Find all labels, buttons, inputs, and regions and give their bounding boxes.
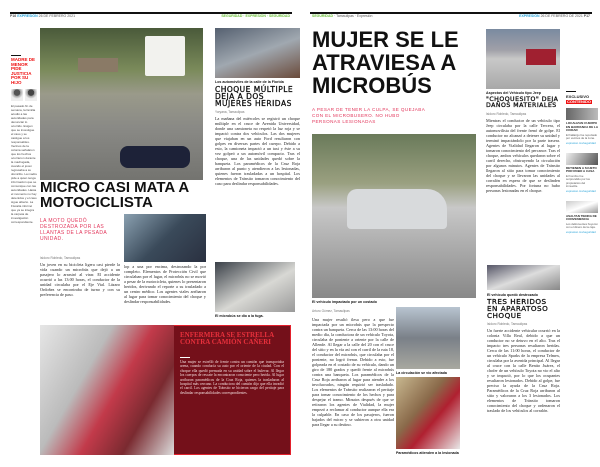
thumbnail-image xyxy=(566,201,598,213)
thumbnail-image xyxy=(566,153,598,165)
side-body: La mañana del miércoles se registró un choque múltiple en el cruce de Avenida Universidad, donde una camioneta no respetó la luz roja y se impactó contra dos vehículos. Las dos mujeres que viajaban en un auto Ford resultaron con golpes en diversas partes del cuerpo. Debido a esto, la camioneta impactó a un taxi y éste a su vez golpeó a un automóvil compacto. Tras el choque, una de las unidades quedó sobre la banqueta. Los paramédicos de la Cruz Roja arribaron al punto y atendieron a las lesionadas, quienes fueron trasladadas a un hospital. Los elementos de Tránsito tomaron conocimiento del caso para deslindar responsabilidades. xyxy=(215,116,300,187)
red-car-image xyxy=(526,49,556,65)
street-photo xyxy=(396,307,460,369)
side-story xyxy=(215,28,300,260)
jeep-photo xyxy=(486,29,560,89)
photo-caption: El vehículo impactado por un costado xyxy=(312,300,377,304)
left-page-header-right: SEGURIDAD · EXPRESIÓN · SEGURIDAD xyxy=(221,14,290,18)
crash-photo xyxy=(487,265,560,290)
section-label: EXPRESIÓN xyxy=(17,14,38,18)
sidebar-list xyxy=(566,108,598,234)
feature-box xyxy=(174,325,291,455)
sidebar-label: EXCLUSIVO CONTENIDO xyxy=(566,94,591,104)
pickup-image xyxy=(78,58,118,72)
side-headline: "CHOQUESITO" DEJA DAÑOS MATERIALES xyxy=(486,96,559,109)
sidebar-portraits xyxy=(11,89,37,101)
page-number: P17 xyxy=(583,14,590,18)
portrait-image xyxy=(11,89,23,101)
photo-caption: El microbús se dio a la fuga. xyxy=(215,314,264,318)
page-number: P16 xyxy=(10,14,17,18)
main-body: Una mujer resultó ilesa pero a que fue impactada por un microbús que la prespecto contra un banqueta. Cerca de las 13:00 horas del medio día, la conductora de un vehículo Toyota, circulaba de poniente a oriente por la calle de Allende. Al llegar a la calle del 20 con el cruce del sitio y en la vía así con el carril de la ruta 18, el conductor del microbús, que circulaba por el poniente, no logró frenar. Debido a esto, fue golpeada en el costado de su vehículo, dando un giro de 180 grados y quedó frente al microbús contra una banqueta. Los paramédicos de la Cruz Roja arribaron al lugar para atender a los involucrados, ningún requirió ser trasladado. Los elementos de Tránsito realizaron el peritaje para tomar conocimiento de los hechos y para despejar el tramo. Minutos después de que se retiraron los agentes de Vialidad, la mujer empezó a reclamar al conductor aunque ella era la culpable. En caso de los pasajeros, fueron bajados del micro y se subieron a otra unidad para llegar a su destino. xyxy=(312,317,394,427)
feature-rule xyxy=(180,357,190,358)
main-headline: MICRO CASI MATA A MOTOCICLISTA xyxy=(40,180,208,210)
byline: Isidoro Robledo, Tamaulipas xyxy=(40,256,81,260)
sidebar-item[interactable]: LOCALIZAN CUERPO EN BARRANCA DE LA CIUDAD El hallazgo fue reportado por vecinos de la zona. expresion.mx/seguridad xyxy=(566,108,598,145)
microbus-photo xyxy=(215,262,295,312)
accident-photo xyxy=(40,28,203,193)
right-page-header-right: EXPRESIÓN 26 DE FEBRERO DE 2021 P17 xyxy=(519,14,590,18)
photo-caption: El vehículo quedó destrozado xyxy=(487,293,538,297)
photo-caption: Paramédicos atienden a la lesionada xyxy=(396,451,459,455)
byline: Yoryana, Tamaulipas xyxy=(215,110,245,115)
sidebar-item[interactable]: DETIENEN A SUJETO POR ROBO A CASA El hombre fue sorprendido por los propietarios del inmueble. expresion.mx/seguridad xyxy=(566,153,598,193)
side-body: Mientras el conductor de un vehículo tipo Jeep circulaba por la calle Tercera, el automovilista del frente frenó de golpe. El conductor no alcanzó a detener su unidad y terminó impactándolo por la parte trasera. Agentes de Vialidad llegaron al lugar y tomaron conocimiento del percance. Tras el choque, ambos vehículos quedaron sobre el carril derecho, obstruyendo la circulación por algunos minutos. Agentes de Tránsito llegaron al sitio para tomar conocimiento del choque y se llevaron las unidades al corralón en espera de que se deslinden responsabilidades. Por fortuna no hubo personas lesionadas en el choque. xyxy=(486,117,560,193)
photo-caption: Los automóviles de la calle de la Florida xyxy=(215,80,284,84)
sidebar-rule xyxy=(566,91,576,92)
left-page-header xyxy=(10,14,75,18)
portrait-image xyxy=(25,89,37,101)
paramedics-photo xyxy=(396,377,460,449)
byline: Isidoro Robledo, Tamaulipas xyxy=(487,322,528,327)
nurse-photo xyxy=(40,325,174,455)
byline: Arturo Gómez, Tamaulipas xyxy=(312,309,350,313)
byline: Isidoro Robledo, Tamaulipas xyxy=(486,111,527,116)
right-page-header: SEGURIDAD · Tamaulipas · Expresión xyxy=(312,14,373,18)
issue-date: 26 DE FEBRERO 2021 xyxy=(38,14,76,18)
crash-car-photo xyxy=(312,134,476,298)
sidebar-body: El pasado fin de semana, la familia acudió a las autoridades para denunciar lo ocurrido. Exigen que se investigue el caso y se castigue a los responsables. Vecinos de la colonia señalaron que los hechos ocurrieron durante la madrugada, cuando el joven regresaba a su domicilio. La madre pide a quien tenga información que se comunique con las autoridades. Hasta el momento no hay detenidos y el caso sigue abierto. La Fiscalía informó que ya se integra la carpeta de investigación correspondiente. xyxy=(11,103,37,224)
main-subhead: A PESAR DE TENER LA CULPA, SE QUEJABA CON EL MICROBUSERO. NO HUBO PERSONAS LESIONADAS xyxy=(312,107,425,124)
story-link[interactable]: expresion.mx/seguridad xyxy=(566,229,596,234)
story-link[interactable]: expresion.mx/seguridad xyxy=(566,188,596,193)
photo-caption: Aspectos del Vehículo tipo Jeep xyxy=(486,91,541,95)
photo-caption: La circulación se vio afectada xyxy=(396,371,447,375)
main-body-col2: lop a una por encima, destrozando la por completo. Elementos de Protección Civil que circulaban por el lugar, el microbús no se movió a pesar de la motocicleta, quienes lo presentaron heridos, derivando el reporte a su trasladado a un centro médico. Los agentes viales arribaron al lugar para tomar conocimiento del choque y deslindar responsabilidades. xyxy=(124,264,206,304)
main-body-col1: Un joven en su bicicleta ligera casi pierde la vida cuando un microbús que dejó a un pasajero lo arrastró al virar. El accidente ocurrió a las 13:00 horas, el conductor de la unidad circulaba por el Eje Vial. Lázaro Ordoñez se encontraba de turno y con su preferencia de paso. xyxy=(40,262,120,297)
sidebar-headline: MADRE DE MENOR PIDE JUSTICIA POR SU HIJO xyxy=(11,57,36,85)
rescue-photo xyxy=(124,214,206,262)
left-sidebar xyxy=(11,55,37,450)
feature-headline: ENFERMERA SE ESTRELLA CONTRA CAMIÓN CAÑERI xyxy=(180,331,274,346)
side-headline: TRES HERIDOS EN APARATOSO CHOQUE xyxy=(487,297,549,320)
side-story-2 xyxy=(487,265,560,458)
motorcycle-image xyxy=(120,146,190,168)
sidebar-rule xyxy=(11,55,21,56)
feature-body: Una mujer se estrelló de frente contra un camión que transportaba arena, cuando conducía su auto por el oriente de la ciudad. Con el choque ella quedó prensada en su unidad sobre el bulevar. Al llegar los cuerpos de rescate la encontraron consciente pero herida. Al lugar arribaron paramédicos de la Cruz Roja, quienes la trasladaron al hospital más cercano. La conductora del camión dijo que ella invadió el carril. Los agentes de Tránsito se hicieron cargo del peritaje para deslindar responsabilidades correspondientes. xyxy=(180,360,284,395)
crash-photo xyxy=(215,28,300,78)
sidebar-item[interactable]: ASALTAN TIENDA DE CONVENIENCIA Los delincuentes huyeron con el dinero de la caja. expresion.mx/seguridad xyxy=(566,201,598,234)
thumbnail-image xyxy=(566,108,598,120)
side-headline: CHOQUE MÚLTIPLE DEJA A DOS MUJERES HERIDAS xyxy=(215,85,294,109)
microbus-image xyxy=(145,36,185,76)
story-link[interactable]: expresion.mx/seguridad xyxy=(566,140,596,145)
main-subhead: LA MOTO QUEDÓ DESTROZADA POR LAS LLANTAS DE LA PESADA UNIDAD. xyxy=(40,218,107,242)
car-image xyxy=(347,189,447,229)
main-headline: MUJER SE LE ATRAVIESA A MICROBÚS xyxy=(312,27,459,98)
side-story-1 xyxy=(486,29,560,263)
side-body: Un fuerte accidente vehicular ocurrió en la colonia Villa Real, debido a que un conductor no se detuvo en el alto. Tras el impacto tres personas resultaron heridas. Cerca de las 11:00 horas, el conductor de un vehículo Sparks de la empresa Telmex, circulaba por la avenida principal. Al llegar al cruce con la calle Benito Juárez, el chofer de un vehículo Toyota no vio el alto y se impactó, por lo que los ocupantes resultaron lesionados. Debido al golpe, fue preciso la ayuda de la Cruz Roja. Paramédicos de la Cruz Roja arribaron al sitio y valoraron a los 3 lesionados. Los elementos de Tránsito tomaron conocimiento del choque y ordenaron el traslado de los vehículos al corralón. xyxy=(487,328,560,414)
